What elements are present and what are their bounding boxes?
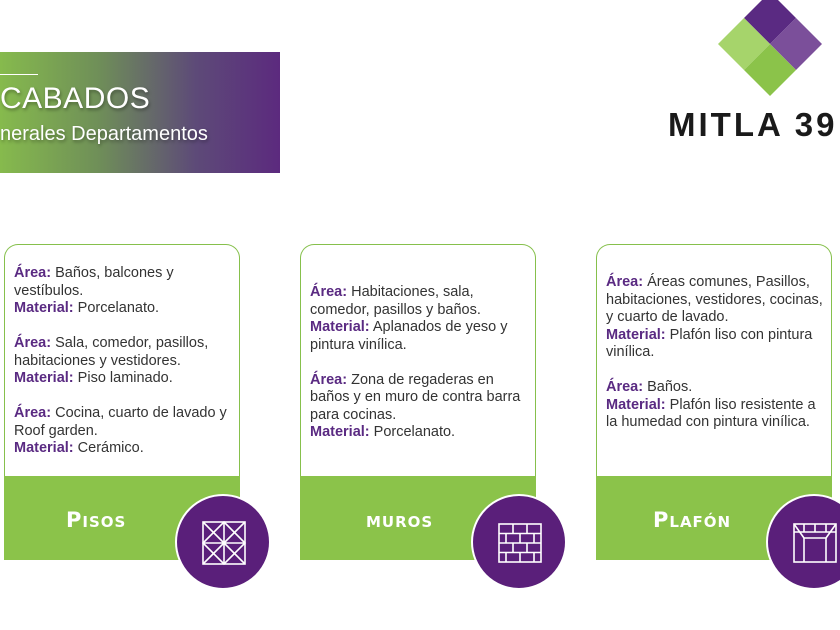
material-label: Material: (14, 440, 74, 456)
material-label: Material: (14, 300, 74, 316)
card-pisos (4, 244, 240, 560)
area-value: Cocina, cuarto de lavado y Roof garden. (14, 405, 227, 439)
area-value: Baños, balcones y vestíbulos. (14, 265, 174, 299)
material-value: Porcelanato. (77, 300, 160, 316)
material-value: Piso laminado. (77, 370, 173, 386)
banner-divider (0, 74, 38, 75)
area-value: Áreas comunes, Pasillos, habitaciones, vestidores, cocinas, y cuarto de lavado. (606, 274, 823, 325)
area-value: Habitaciones, sala, comedor, pasillos y baños. (310, 284, 481, 318)
list-item (14, 335, 232, 388)
area-label: Área: (14, 405, 52, 421)
header-banner (0, 52, 280, 173)
material-label: Material: (14, 370, 74, 386)
material-value: Plafón liso resistente a la humedad con pintura vinílica. (606, 396, 816, 430)
page-subtitle: nerales Departamentos (0, 123, 208, 145)
tile-floor-icon (175, 494, 271, 590)
list-item (310, 284, 528, 354)
logo-wordmark: MITLA 39 (668, 106, 838, 143)
card-text (14, 265, 232, 475)
page-title: CABADOS (0, 82, 151, 115)
area-label: Área: (606, 274, 644, 290)
area-label: Área: (14, 265, 52, 281)
card-muros (300, 244, 536, 560)
area-label: Área: (310, 284, 348, 300)
card-title: muros (366, 508, 434, 532)
area-label: Área: (606, 379, 644, 395)
logo-diamond-icon (712, 0, 824, 100)
list-item (14, 265, 232, 318)
material-label: Material: (310, 424, 370, 440)
list-item (310, 372, 528, 442)
material-value: Plafón liso con pintura vinílica. (606, 326, 813, 360)
area-value: Zona de regaderas en baños y en muro de contra barra para cocinas. (310, 371, 521, 423)
material-label: Material: (310, 319, 370, 335)
material-label: Material: (606, 326, 666, 343)
area-value: Sala, comedor, pasillos, habitaciones y vestidores. (14, 335, 209, 369)
card-text (310, 284, 528, 459)
card-title: Pisos (66, 508, 127, 532)
material-value: Porcelanato. (373, 424, 456, 440)
material-label: Material: (606, 396, 666, 413)
brick-wall-icon (471, 494, 567, 590)
material-value: Cerámico. (77, 440, 144, 456)
area-value: Baños. (647, 379, 693, 395)
list-item (606, 379, 824, 432)
list-item (14, 405, 232, 458)
area-label: Área: (310, 371, 348, 388)
card-text (606, 274, 824, 449)
card-title: Plafón (653, 508, 732, 532)
card-plafon (596, 244, 832, 560)
area-label: Área: (14, 335, 52, 351)
list-item (606, 274, 824, 362)
material-value: Aplanados de yeso y pintura vinílica. (310, 319, 508, 353)
